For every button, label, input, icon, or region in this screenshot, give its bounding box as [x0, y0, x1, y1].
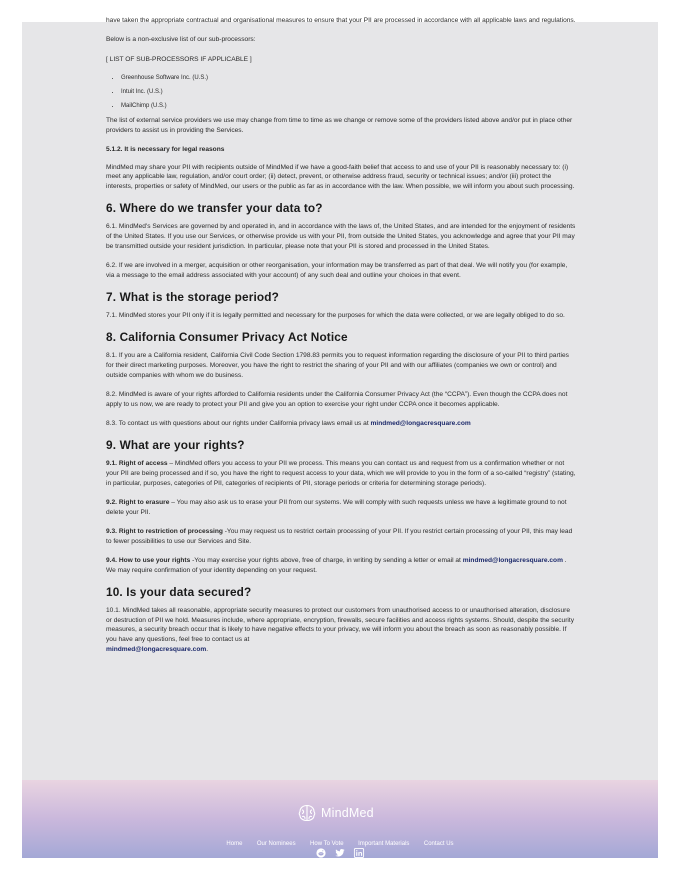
right-label: 9.2. Right to erasure	[106, 499, 170, 506]
footer-link-our-nominees[interactable]: Our Nominees	[256, 841, 296, 847]
right-text: – You may also ask us to erase your PII from our systems. We will comply with such requests unless we have a legitimate ground to not delete your PII.	[106, 499, 567, 516]
linkedin-icon[interactable]	[354, 848, 364, 858]
footer-link-how-to-vote[interactable]: How To Vote	[310, 841, 344, 847]
subprocessor-note: The list of external service providers we use may change from time to time as we change or remove some of the providers listed above and/or put in place other providers to assist us in providing the Services.	[106, 116, 573, 134]
section-8-heading: 8. California Consumer Privacy Act Notice	[106, 330, 348, 345]
right-text: -You may request us to restrict certain processing of your PII. If you restrict certain processing of your PII, this may lead to fewer possibilities to use our Services and Site.	[106, 528, 573, 545]
brain-logo-icon	[297, 803, 317, 823]
list-item: • Intuit Inc. (U.S.)	[121, 88, 576, 97]
right-text: – MindMed offers you access to your PII we process. This means you can contact us and request from us a confirmation whether or not your PII are being processed and if so, you have the right to request access to your data, which we will provide to you in the form of a so-called “registry” (stating, in particular, purposes, categories of PII, categories of recipients of PII, storage periods or criteria for determining storage periods).	[106, 460, 576, 487]
right-label: 9.3. Right to restriction of processing	[106, 528, 223, 535]
section-8-3-text: 8.3. To contact us with questions about our rights under California privacy laws email us at	[106, 420, 371, 427]
section-6-heading: 6. Where do we transfer your data to?	[106, 201, 323, 216]
section-6-2: 6.2. If we are involved in a merger, acquisition or other reorganisation, your information may be transferred as part of that deal. We will notify you (for example, via a message to the email address associated with your account) of any such deal and outline your choices in that event.	[106, 262, 568, 279]
section-8-1: 8.1. If you are a California resident, California Civil Code Section 1798.83 permits you to request information regarding the disclosure of your PII to third parties for their direct marketing purposes. Moreover, you have the right to restrict the sharing of your PII and with our affiliates (companies we own or control) and outside companies with whom we do business.	[106, 352, 569, 379]
footer-link-home[interactable]: Home	[226, 841, 243, 847]
subprocessor-list	[106, 74, 576, 111]
privacy-policy-content	[106, 16, 576, 664]
social-links	[316, 848, 364, 858]
subprocessor-intro: Below is a non-exclusive list of our sub-processors:	[106, 36, 256, 44]
section-9-heading: 9. What are your rights?	[106, 438, 245, 453]
footer-link-important-materials[interactable]: Important Materials	[358, 841, 410, 847]
section-9-1	[106, 459, 576, 488]
section-5-1-2-heading: 5.1.2. It is necessary for legal reasons	[106, 145, 225, 153]
site-footer	[22, 780, 658, 858]
right-label: 9.1. Right of access	[106, 460, 168, 468]
contact-email-link[interactable]: mindmed@longacresquare.com	[462, 557, 563, 564]
section-8-2: 8.2. MindMed is aware of your rights afforded to California residents under the California Consumer Privacy Act (the “CCPA”). Even though the CCPA does not apply to us now, we are ready to protect your PII and give you an option to exercise your right under CCPA once it becomes applicable.	[106, 391, 568, 408]
list-item: • Greenhouse Software Inc. (U.S.)	[121, 74, 576, 83]
right-text: -You may exercise your rights above, free of charge, in writing by sending a letter or email at	[190, 557, 463, 564]
right-text-tail: . We may require confirmation of your identity depending on your request.	[106, 557, 567, 574]
reddit-icon[interactable]	[316, 848, 326, 858]
section-10-heading: 10. Is your data secured?	[106, 585, 252, 599]
contact-email-link[interactable]: mindmed@longacresquare.com	[370, 420, 471, 427]
section-7-heading: 7. What is the storage period?	[106, 290, 279, 304]
section-6-1: 6.1. MindMed's Services are governed by and operated in, and in accordance with the laws of, the United States, and are intended for the enjoyment of residents of the United States. If you use our Services, or otherwise provide us with your PII, from outside the United States, you acknowledge and agree that your PII may be transmitted outside your resident jurisdiction. In particular, please note that your PII is stored and processed in the United States.	[106, 223, 576, 250]
intro-paragraph: have taken the appropriate contractual and organisational measures to ensure that your PII are processed in accordance with all applicable laws and regulations.	[106, 17, 576, 24]
footer-link-contact-us[interactable]: Contact Us	[423, 841, 454, 847]
contact-email-link[interactable]: mindmed@longacresquare.com	[106, 645, 207, 653]
section-10-tail: .	[206, 645, 209, 653]
section-5-1-2-text: MindMed may share your PII with recipients outside of MindMed if we have a good-faith belief that access to and use of your PII is reasonably necessary to: (i) meet any applicable law, regulation, and/or court order; (ii) detect, prevent, or otherwise address fraud, security or technical issues; and/or (iii) protect the interests, properties or safety of MindMed, our users or the public as far as in accordance with the law. When possible, we will inform you about such processing.	[106, 163, 575, 190]
section-10-1	[106, 606, 576, 655]
document-page	[22, 17, 658, 780]
right-label: 9.4. How to use your rights	[106, 557, 191, 564]
twitter-icon[interactable]	[335, 848, 345, 858]
list-item: • MailChimp (U.S.)	[121, 102, 576, 111]
section-8-3	[106, 419, 576, 429]
section-9-3	[106, 527, 576, 546]
subprocessor-placeholder: [ LIST OF SUB-PROCESSORS IF APPLICABLE ]	[106, 55, 252, 63]
brand-name: MindMed	[321, 806, 374, 820]
footer-logo[interactable]	[297, 802, 374, 824]
section-10-1-text: 10.1. MindMed takes all reasonable, appropriate security measures to protect our customers from unauthorised access to or unauthorised alteration, disclosure or destruction of PII we hold. Measures include, where appropriate, encryption, firewalls, secure facilities and access rights systems. Should, despite the security measures, a security breach occur that is likely to have negative effects to your privacy, we will inform you about the breach as soon as reasonably possible. If you have any questions, feel free to contact us at	[106, 607, 575, 644]
section-7-1: 7.1. MindMed stores your PII only if it is legally permitted and necessary for the purposes for which the data were collected, or we are legally obliged to do so.	[106, 312, 565, 319]
section-9-2	[106, 498, 576, 517]
section-9-4	[106, 556, 576, 575]
